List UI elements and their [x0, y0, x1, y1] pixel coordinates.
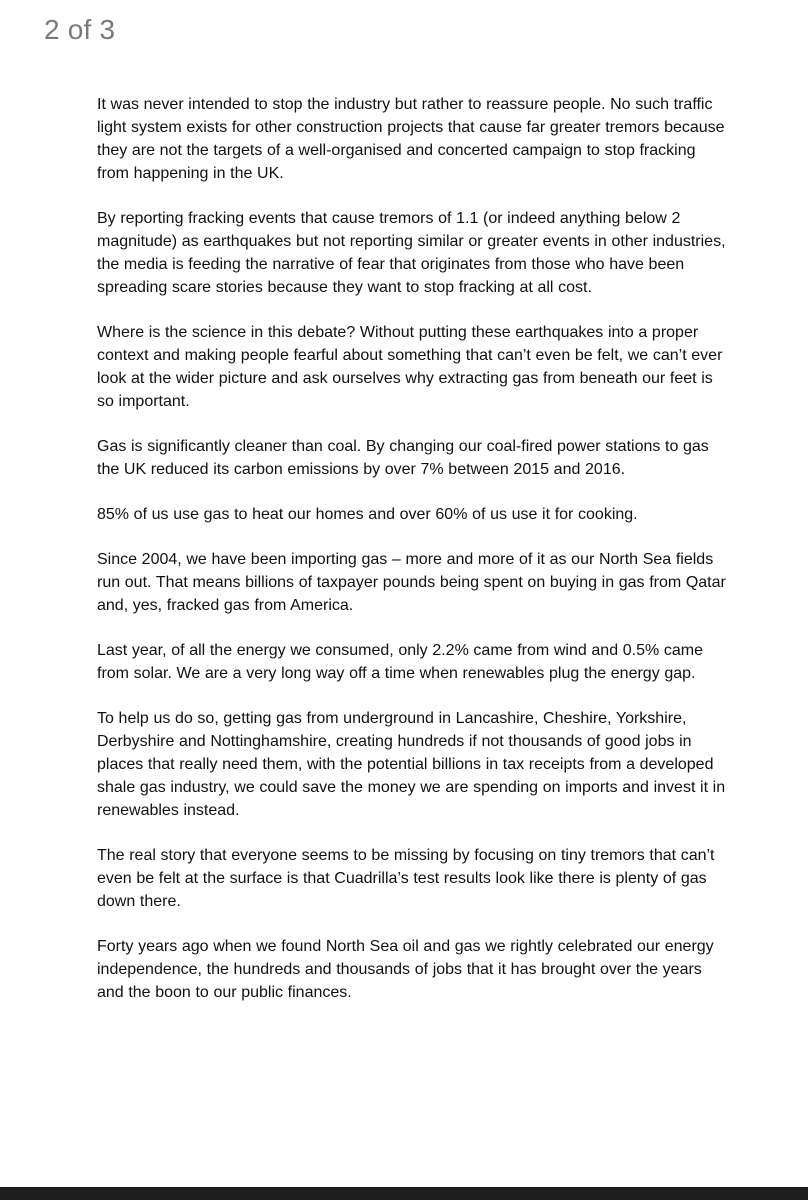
paragraph: Where is the science in this debate? Without putting these earthquakes into a proper context and making people fearful about something that can’t even be felt, we can’t ever look at the wider picture and ask ourselves why extracting gas from beneath our feet is so important. — [97, 324, 723, 410]
paragraph: The real story that everyone seems to be missing by focusing on tiny tremors that can’t even be felt at the surface is that Cuadrilla’s test results look like there is plenty of gas down there. — [97, 847, 715, 910]
paragraph: Since 2004, we have been importing gas – more and more of it as our North Sea fields run out. That means billions of taxpayer pounds being spent on buying in gas from Qatar and, yes, fracked gas from America. — [97, 551, 726, 614]
bottom-bar — [0, 1187, 808, 1200]
page-indicator: 2 of 3 — [44, 14, 116, 45]
paragraph: Forty years ago when we found North Sea oil and gas we rightly celebrated our energy independence, the hundreds and thousands of jobs that it has brought over the years and the boon to our public finances. — [97, 938, 714, 1001]
paragraph: Gas is significantly cleaner than coal. By changing our coal-fired power stations to gas the UK reduced its carbon emissions by over 7% between 2015 and 2016. — [97, 438, 709, 478]
paragraph: Last year, of all the energy we consumed, only 2.2% came from wind and 0.5% came from solar. We are a very long way off a time when renewables plug the energy gap. — [97, 642, 703, 682]
paragraph: 85% of us use gas to heat our homes and over 60% of us use it for cooking. — [97, 506, 638, 523]
paragraph: By reporting fracking events that cause tremors of 1.1 (or indeed anything below 2 magnitude) as earthquakes but not reporting similar or greater events in other industries, the media is feeding the narrative of fear that originates from those who have been spreading scare stories because they want to stop fracking at all cost. — [97, 210, 726, 296]
document-body — [97, 93, 727, 1026]
paragraph: To help us do so, getting gas from underground in Lancashire, Cheshire, Yorkshire, Derbyshire and Nottinghamshire, creating hundreds if not thousands of good jobs in places that really need them, with the potential billions in tax receipts from a developed shale gas industry, we could save the money we are spending on imports and invest it in renewables instead. — [97, 710, 726, 819]
paragraph: It was never intended to stop the industry but rather to reassure people. No such traffic light system exists for other construction projects that cause far greater tremors because they are not the targets of a well-organised and concerted campaign to stop fracking from happening in the UK. — [97, 96, 725, 182]
